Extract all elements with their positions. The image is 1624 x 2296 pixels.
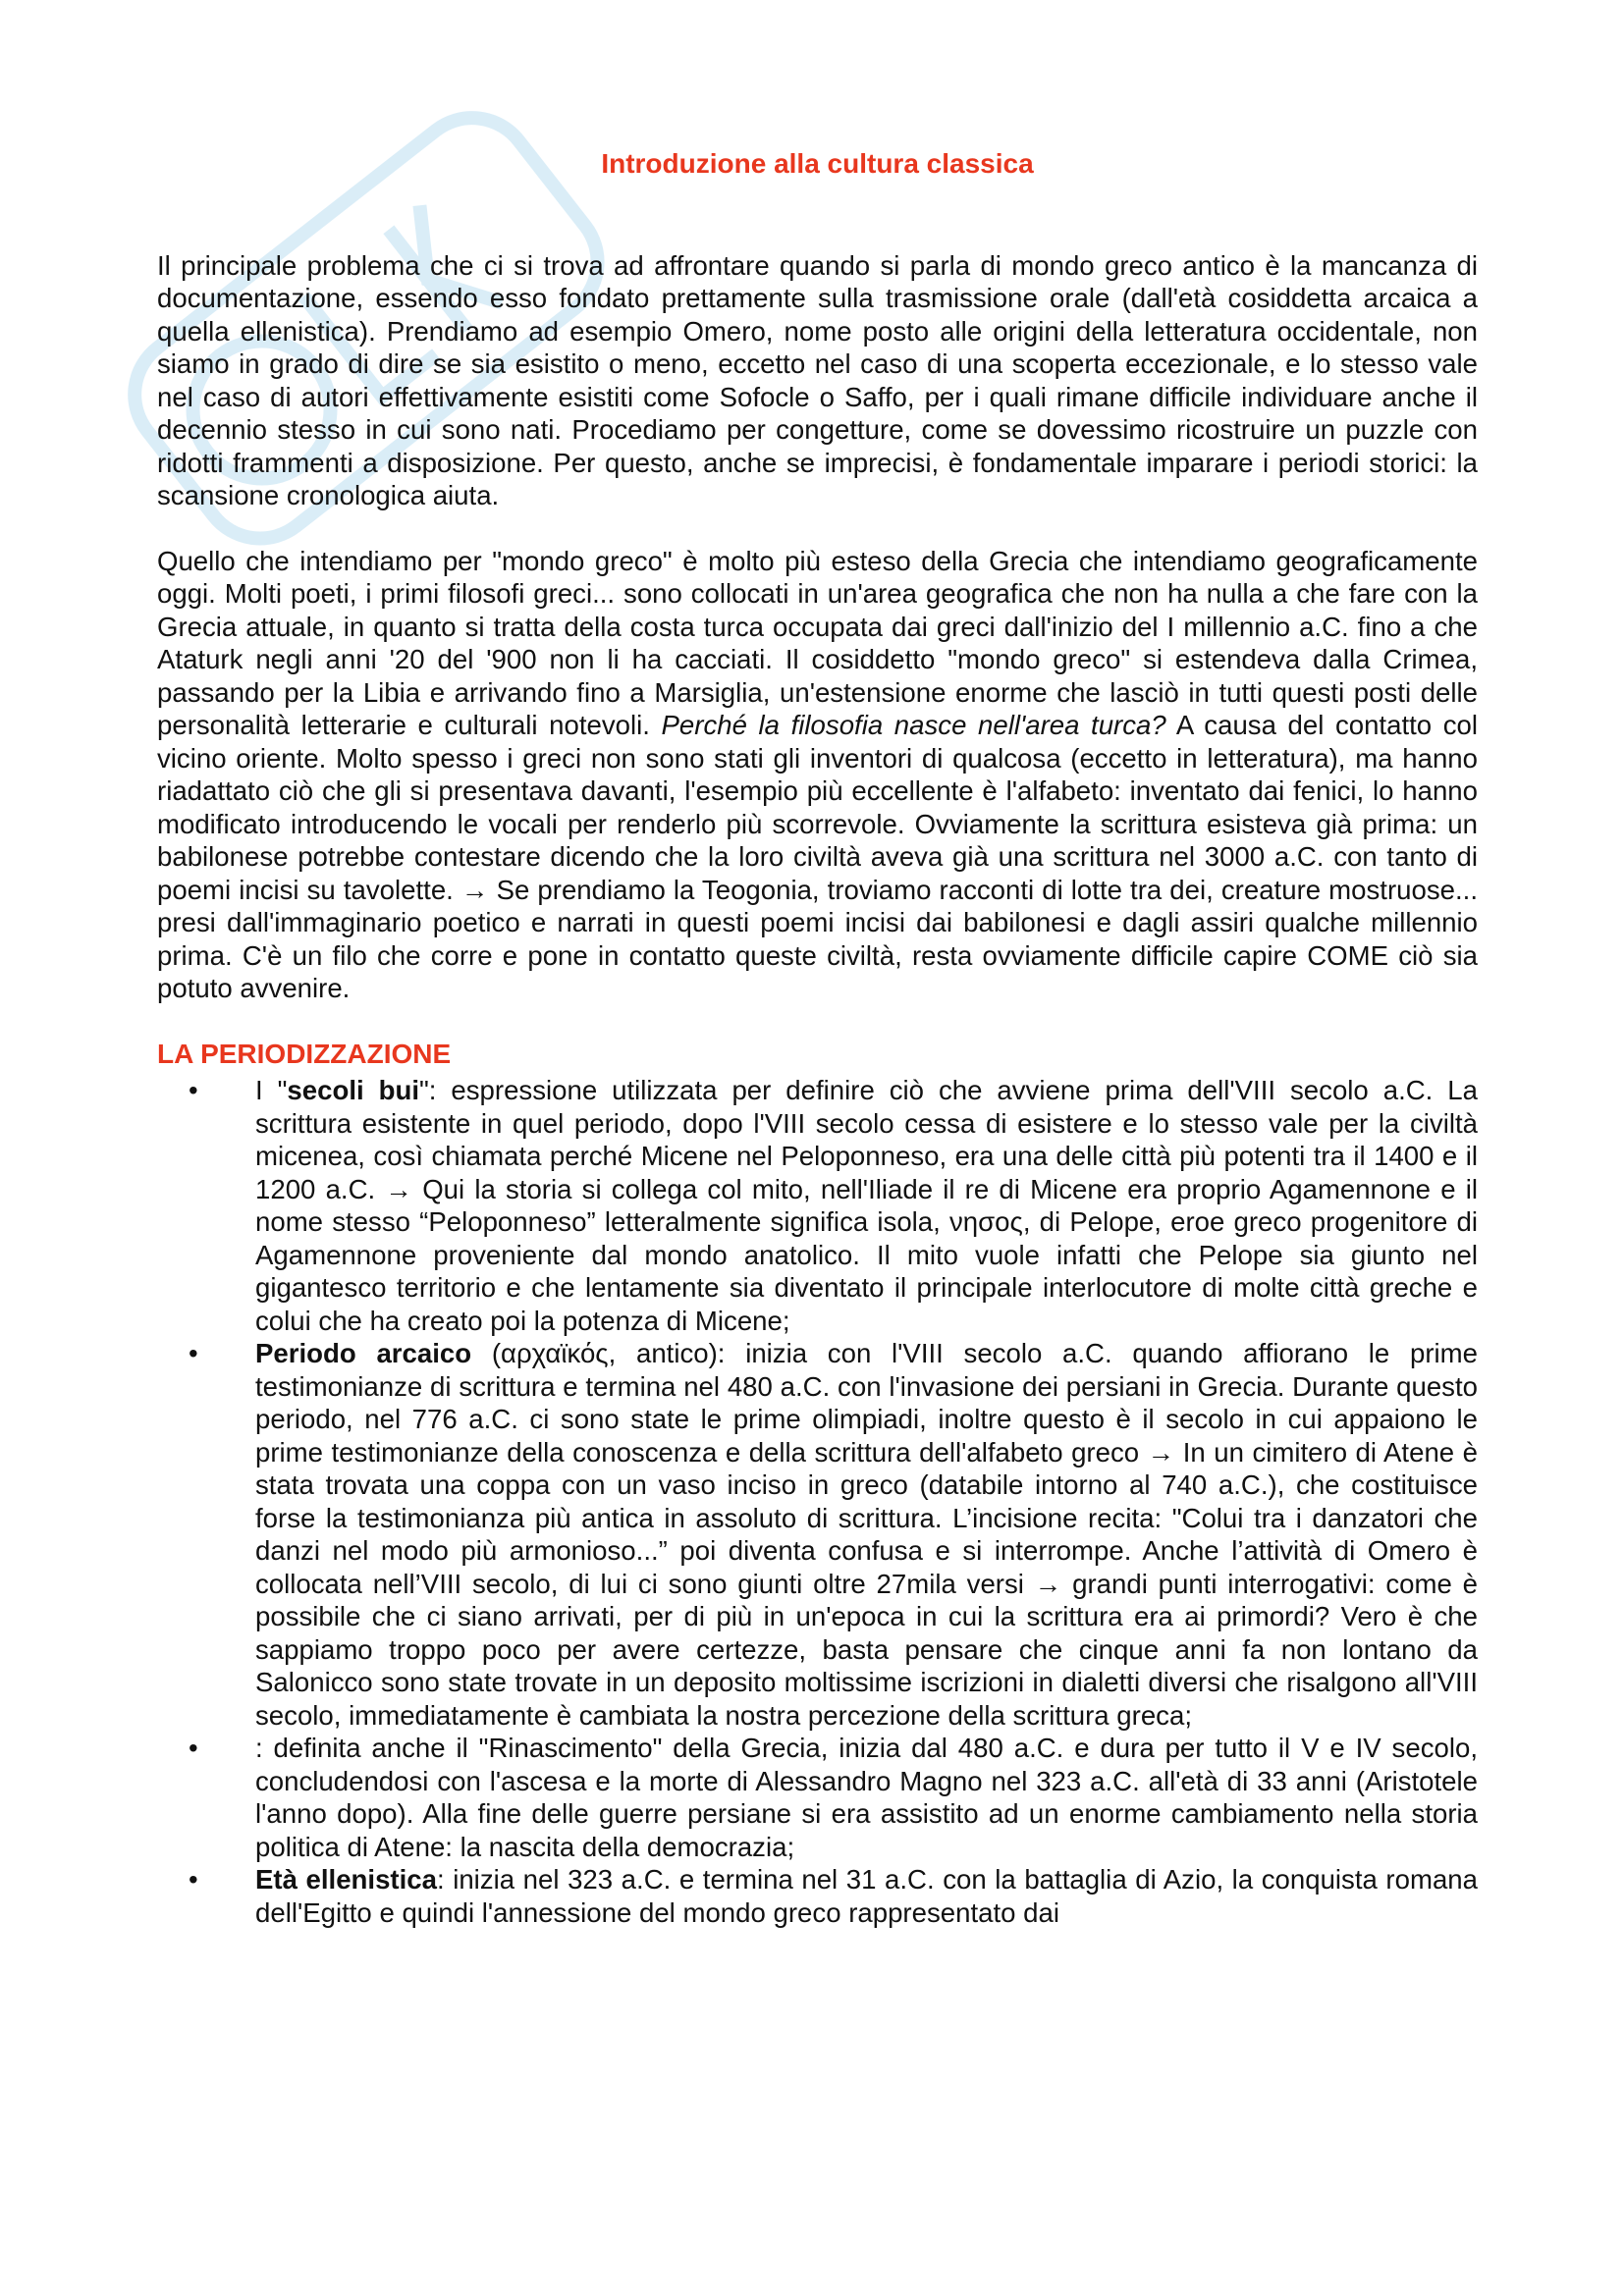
paragraph-text: Se prendiamo la Teogonia, troviamo racconti di lotte tra dei, creature mostruose... presi dall'immaginario poetico e narrati in questi poemi incisi dai babilonesi e dagli assiri qualche millennio prima. C'è un filo che corre e pone in contatto queste civiltà, resta ovviamente difficile capire COME ciò sia potuto avvenire. [157,874,1478,1004]
bullet-icon: • [189,1733,198,1764]
bullet-icon: • [189,1338,198,1369]
arrow-icon: → [385,1173,412,1204]
periods-list [157,1074,1478,1929]
page-title: Introduzione alla cultura classica [601,148,1034,179]
document-page [157,147,1478,1929]
list-item [157,1863,1478,1929]
item-text: ": espressione utilizzata per definire ciò che avviene prima dell'VIII secolo a.C. La scrittura esistente in quel periodo, dopo l'VIII secolo cessa di esistere e lo stesso vale per la civiltà micenea, così chiamata perché Micene nel Peloponneso, era una delle città più potenti tra il 1400 e il 1200 a.C. [255,1075,1478,1204]
paragraph-text: Quello che intendiamo per "mondo greco" è molto più esteso della Grecia che intendiamo geograficamente oggi. Molti poeti, i primi filosofi greci... sono collocati in un'area geografica che non ha nulla a che fare con la Grecia attuale, in quanto si tratta della costa turca occupata dai greci dall'inizio del I millennio a.C. fino a che Ataturk negli anni '20 del '900 non li ha cacciati. Il cosiddetto "mondo greco" si estendeva dalla Crimea, passando per la Libia e arrivando fino a Marsiglia, un'estensione enorme che lasciò in tutti questi posti delle personalità letterarie e culturali notevoli. [157,545,1478,741]
arrow-icon: → [1034,1568,1062,1599]
item-term: Periodo arcaico [255,1338,472,1369]
item-text: : definita anche il "Rinascimento" della Grecia, inizia dal 480 a.C. e dura per tutto il V e IV secolo, concludendosi con l'ascesa e la morte di Alessandro Magno nel 323 a.C. all'età di 33 anni (Aristotele l'anno dopo). Alla fine delle guerre persiane si era assistito ad un enorme cambiamento nella storia politica di Atene: la nascita della democrazia; [255,1733,1478,1862]
item-text: (αρχαϊκός, antico): inizia con l'VIII secolo a.C. quando affiorano le prime testimonianze di scrittura e termina nel 480 a.C. con l'invasione dei persiani in Grecia. Durante questo periodo, nel 776 a.C. ci sono state le prime olimpiadi, inoltre questo è il secolo in cui appaiono le prime testimonianze della conoscenza e della scrittura dell'alfabeto greco [255,1338,1478,1468]
italic-question: Perché la filosofia nasce nell'area turca? [661,710,1166,741]
item-text: I " [255,1075,288,1106]
arrow-icon: → [1147,1436,1175,1468]
section-heading-periodization: LA PERIODIZZAZIONE [157,1038,452,1069]
list-item [157,1337,1478,1732]
bullet-icon: • [189,1075,198,1106]
arrow-icon: → [460,874,489,905]
item-text: In un cimitero di Atene è stata trovata una coppa con un vaso inciso in greco (databile intorno al 740 a.C.), che costituisce forse la testimonianza più antica in assoluto di scrittura. L’incisione recita: "Colui tra i danzatori che danzi nel modo più armonioso...” poi diventa confusa e si interrompe. Anche l’attività di Omero è collocata nell’VIII secolo, di lui ci sono giunti oltre 27mila versi [255,1436,1478,1599]
item-text: grandi punti interrogativi: come è possibile che ci siano arrivati, per di più in un'epoca in cui la scrittura era ai primordi? Vero è che sappiamo troppo poco per avere certezze, basta pensare che cinque anni fa non lontano da Salonicco sono state trovate in un deposito moltissime iscrizioni in dialetti diversi che risalgono all'VIII secolo, immediatamente è cambiata la nostra percezione della scrittura greca; [255,1568,1479,1731]
item-text: : inizia nel 323 a.C. e termina nel 31 a.C. con la battaglia di Azio, la conquista romana dell'Egitto e quindi l'annessione del mondo greco rappresentato dai [255,1864,1478,1928]
list-item [157,1074,1478,1337]
item-text: Qui la storia si collega col mito, nell'Iliade il re di Micene era proprio Agamennone e il nome stesso “Peloponneso” letteralmente significa isola, νησος, di Pelope, eroe greco progenitore di Agamennone proveniente dal mondo anatolico. Il mito vuole infatti che Pelope sia giunto nel gigantesco territorio e che lentamente sia diventato il principale interlocutore di molte città greche e colui che ha creato poi la potenza di Micene; [255,1173,1478,1336]
bullet-icon: • [189,1864,198,1896]
intro-paragraph-1: Il principale problema che ci si trova ad affrontare quando si parla di mondo greco antico è la mancanza di documentazione, essendo esso fondato prettamente sulla trasmissione orale (dall'età cosiddetta arcaica a quella ellenistica). Prendiamo ad esempio Omero, nome posto alle origini della letteratura occidentale, non siamo in grado di dire se sia esistito o meno, eccetto nel caso di una scoperta eccezionale, e lo stesso vale nel caso di autori effettivamente esistiti come Sofocle o Saffo, per i quali rimane difficile individuare anche il decennio stesso in cui sono nati. Procediamo per congetture, come se dovessimo ricostruire un puzzle con ridotti frammenti a disposizione. Per questo, anche se imprecisi, è fondamentale imparare i periodi storici: la scansione cronologica aiuta. [157,249,1478,511]
paragraph-text: A causa del contatto col vicino oriente. Molto spesso i greci non sono stati gli inventori di qualcosa (eccetto in letteratura), ma hanno riadattato ciò che gli si presentava davanti, l'esempio più eccellente è l'alfabeto: inventato dai fenici, lo hanno modificato introducendo le vocali per renderlo più scorrevole. Ovviamente la scrittura esisteva già prima: un babilonese potrebbe contestare dicendo che la loro civiltà aveva già una scrittura nel 3000 a.C. con tanto di poemi incisi su tavolette. [157,710,1478,905]
item-term: secoli bui [287,1075,419,1106]
item-term: Età ellenistica [255,1864,437,1896]
intro-paragraph-2 [157,545,1478,1005]
list-item [157,1732,1478,1863]
